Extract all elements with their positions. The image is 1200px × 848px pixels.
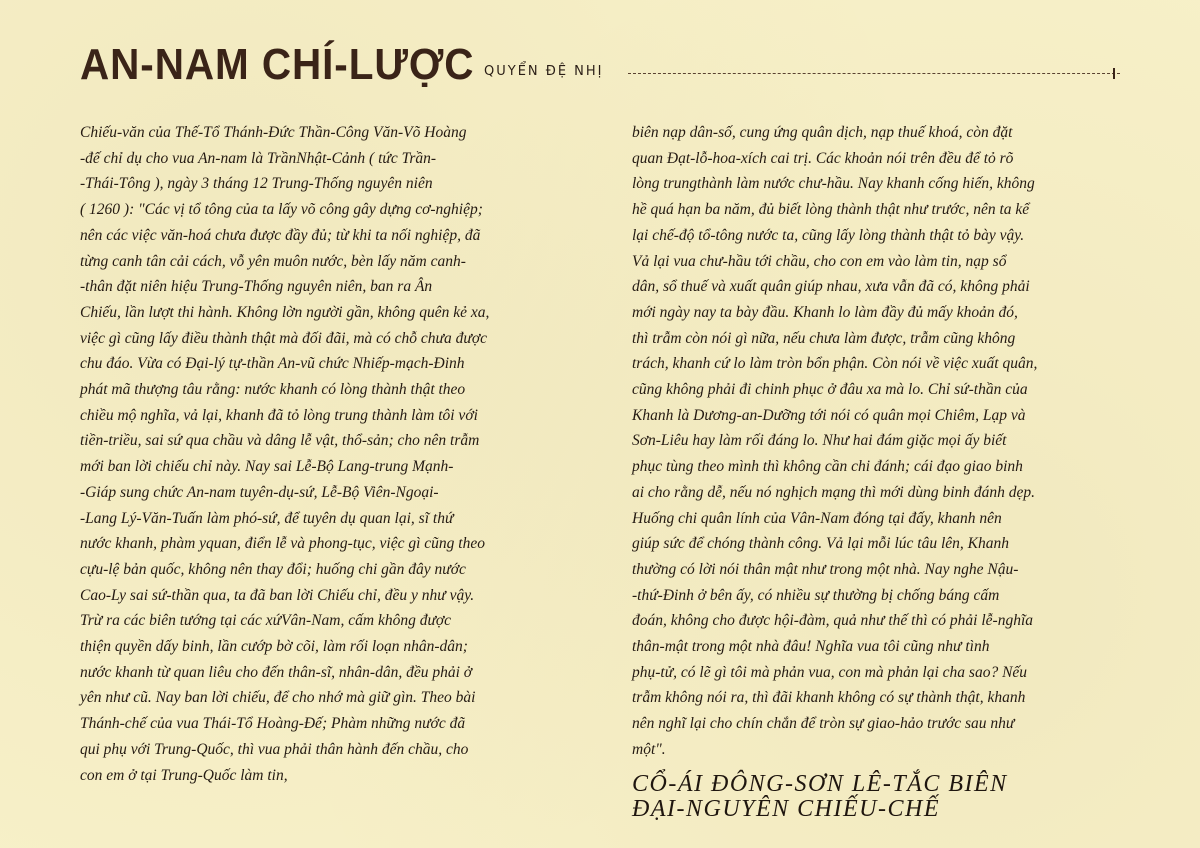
text-line: mới ban lời chiếu chỉ này. Nay sai Lễ-Bộ Lang-trung Mạnh- <box>80 458 454 476</box>
text-line: thân-mật trong một nhà đâu! Nghĩa vua tôi cũng như tình <box>632 638 990 656</box>
text-line: Sơn-Liêu hay làm rối đáng lo. Như hai đám giặc mọi ấy biết <box>632 432 1007 450</box>
text-line: mới ngày nay ta bày đầu. Khanh lo làm đầy đủ mấy khoản đó, <box>632 303 1018 321</box>
text-line: -Thái-Tông ), ngày 3 tháng 12 Trung-Thống nguyên niên <box>80 175 433 193</box>
text-line: phục tùng theo mình thì không cần chi đánh; cái đạo giao binh <box>632 458 1023 476</box>
text-line: nên nghĩ lại cho chín chắn để tròn sự giao-hảo trước sau như <box>632 715 1015 733</box>
text-line: lại chế-độ tổ-tông nước ta, cũng lấy lòng thành thật tỏ bày vậy. <box>632 226 1025 244</box>
text-line: -đế chỉ dụ cho vua An-nam là TrầnNhật-Cảnh ( tức Trần- <box>80 149 437 167</box>
text-line: trách, khanh cứ lo làm tròn bổn phận. Còn nói về việc xuất quân, <box>632 355 1038 373</box>
text-line: chiều mộ nghĩa, vả lại, khanh đã tỏ lòng trung thành làm tôi với <box>80 406 478 424</box>
text-line: lòng trungthành làm nước chư-hầu. Nay khanh cống hiến, không <box>632 175 1035 193</box>
text-line: con em ở tại Trung-Quốc làm tin, <box>80 766 288 784</box>
text-line: yên như cũ. Nay ban lời chiếu, để cho nhớ mà giữ gìn. Theo bài <box>80 689 476 707</box>
text-line: đoán, không cho được hội-đàm, quả như thế thì có phải lễ-nghĩa <box>632 612 1033 630</box>
text-column-left <box>80 120 580 788</box>
header-divider <box>628 73 1120 74</box>
text-line: giúp sức để chóng thành công. Vả lại mỗi lúc tâu lên, Khanh <box>632 535 1009 553</box>
text-line: một". <box>632 740 666 758</box>
text-line: từng canh tân cải cách, vỗ yên muôn nước, bèn lấy năm canh- <box>80 252 466 270</box>
text-line: Vả lại vua chư-hầu tới chầu, cho con em vào làm tin, nạp sổ <box>632 252 1007 270</box>
text-line: hề quá hạn ba năm, đủ biết lòng thành thật như trước, nên ta kể <box>632 201 1030 219</box>
signature-block <box>632 772 1152 822</box>
text-line: -thứ-Đinh ở bên ấy, có nhiều sự thường bị chống báng cấm <box>632 586 1000 604</box>
text-line: quan Đạt-lỗ-hoa-xích cai trị. Các khoản nói trên đều để tỏ rõ <box>632 149 1014 167</box>
text-column-right <box>632 120 1126 763</box>
text-line: Thánh-chế của vua Thái-Tổ Hoàng-Đế; Phàm những nước đã <box>80 715 466 733</box>
text-line: Cao-Ly sai sứ-thần qua, ta đã ban lời Chiếu chỉ, đều y như vậy. <box>80 586 475 604</box>
text-line: thiện quyền dấy binh, lần cướp bờ cõi, làm rối loạn nhân-dân; <box>80 638 468 656</box>
text-line: Chiếu-văn của Thế-Tổ Thánh-Đức Thần-Công Văn-Võ Hoàng <box>80 124 467 141</box>
text-line: chu đáo. Vừa có Đại-lý tự-thần An-vũ chức Nhiếp-mạch-Đinh <box>80 355 465 373</box>
text-line: tiền-triều, sai sứ qua chầu và dâng lễ vật, thổ-sản; cho nên trẫm <box>80 432 480 450</box>
text-line: biên nạp dân-số, cung ứng quân dịch, nạp thuế khoá, còn đặt <box>632 124 1013 141</box>
text-line: Khanh là Dương-an-Dưỡng tới nói có quân mọi Chiêm, Lạp và <box>632 406 1026 424</box>
text-line: phụ-tử, có lẽ gì tôi mà phản vua, con mà phản lại cha sao? Nếu <box>632 663 1028 681</box>
text-line: cựu-lệ bản quốc, không nên thay đổi; huống chi gần đây nước <box>80 560 466 578</box>
text-line: Trừ ra các biên tướng tại các xứVân-Nam, cấm không được <box>80 612 452 630</box>
text-line: qui phụ với Trung-Quốc, thì vua phải thân hành đến chầu, cho <box>80 740 469 758</box>
text-line: việc gì cũng lấy điều thành thật mà đối đãi, mà có chỗ chưa được <box>80 329 487 347</box>
signature-line-2: ĐẠI-NGUYÊN CHIẾU-CHẾ <box>632 796 940 822</box>
page-title: AN-NAM CHÍ-LƯỢC <box>80 40 475 89</box>
text-line: ai cho rằng dễ, nếu nó nghịch mạng thì mới dùng binh đánh dẹp. <box>632 483 1036 501</box>
text-line: nên các việc văn-hoá chưa được đầy đủ; từ khi ta nối nghiệp, đã <box>80 226 481 244</box>
text-line: trẫm không nói ra, thì đãi khanh không có sự thành thật, khanh <box>632 689 1026 707</box>
text-line: phát mã thượng tâu rằng: nước khanh có lòng thành thật theo <box>80 381 466 399</box>
text-line: nước khanh từ quan liêu cho đến thân-sĩ, nhân-dân, đều phải ở <box>80 663 473 681</box>
text-line: thường có lời nói thân mật như trong một nhà. Nay nghe Nậu- <box>632 560 1019 578</box>
text-line: Chiếu, lần lượt thi hành. Không lờn người gần, không quên kẻ xa, <box>80 303 490 321</box>
text-line: -thân đặt niên hiệu Trung-Thống nguyên niên, ban ra Ân <box>80 278 433 296</box>
text-line: thì trẫm còn nói gì nữa, nếu chưa làm được, trẫm cũng không <box>632 329 1016 347</box>
text-line: -Giáp sung chức An-nam tuyên-dụ-sứ, Lễ-Bộ Viên-Ngoại- <box>80 483 439 501</box>
text-line: Huống chi quân lính của Vân-Nam đóng tại đấy, khanh nên <box>632 509 1002 527</box>
text-line: cũng không phải đi chinh phục ở đâu xa mà lo. Chỉ sứ-thần của <box>632 381 1028 399</box>
text-line: nước khanh, phàm yquan, điển lễ và phong-tục, việc gì cũng theo <box>80 535 485 553</box>
header-divider-end <box>1113 68 1115 79</box>
signature-line-1: CỔ-ÁI ĐÔNG-SƠN LÊ-TẮC BIÊN <box>632 771 1008 797</box>
text-line: -Lang Lý-Văn-Tuấn làm phó-sứ, để tuyên dụ quan lại, sĩ thứ <box>80 509 454 527</box>
text-line: dân, sổ thuế và xuất quân giúp nhau, xưa vẫn đã có, không phải <box>632 278 1030 296</box>
page-subtitle: QUYỂN ĐỆ NHỊ <box>484 64 604 79</box>
text-line: ( 1260 ): "Các vị tổ tông của ta lấy võ công gây dựng cơ-nghiệp; <box>80 201 483 219</box>
